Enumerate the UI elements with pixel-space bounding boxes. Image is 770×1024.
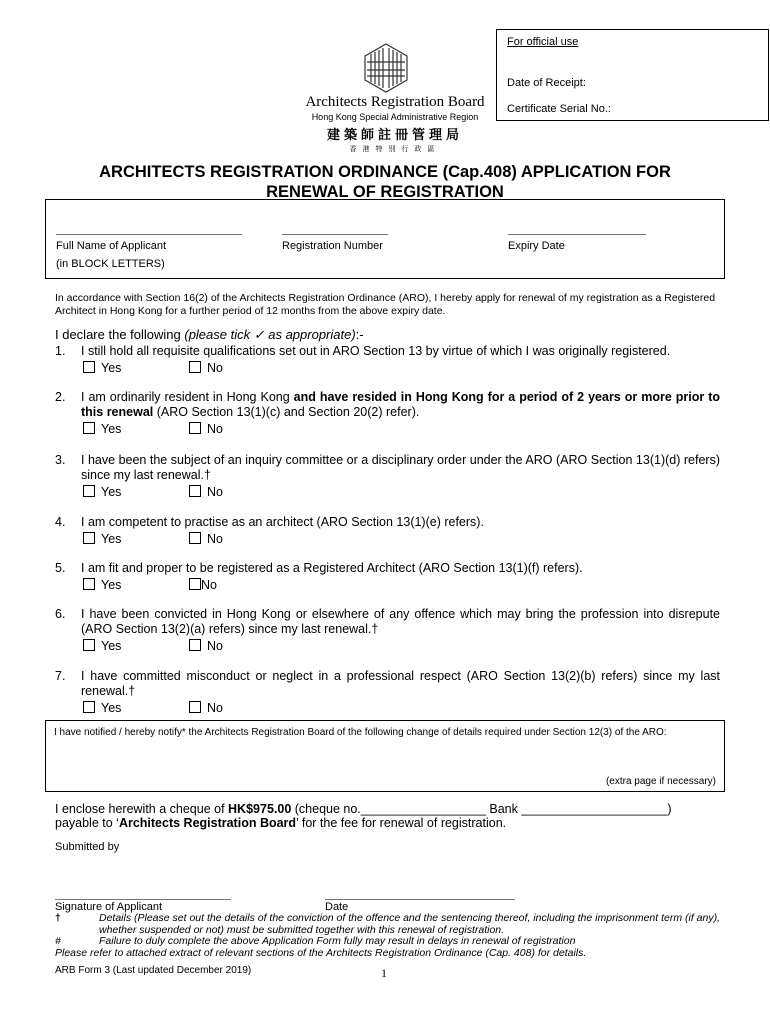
arb-emblem-icon [363, 42, 409, 94]
yes-label: Yes [101, 361, 122, 375]
footnote-dagger [55, 913, 735, 936]
applicant-details-box [45, 199, 725, 279]
declaration-item-7 [55, 669, 720, 717]
item-number: 5. [55, 561, 66, 575]
form-title [40, 162, 730, 202]
item-number: 6. [55, 607, 66, 621]
item-text: I have been the subject of an inquiry committee or a disciplinary order under the ARO (ARO Section 13(1)(d) refers) since my last renewal.† [81, 453, 720, 482]
expiry-date-field[interactable] [508, 234, 646, 235]
item-7-yes-checkbox[interactable] [83, 701, 95, 713]
footnote-hash [55, 936, 735, 948]
hash-mark: # [55, 935, 61, 947]
declaration-item-6 [55, 607, 720, 655]
item-1-no-checkbox[interactable] [189, 361, 201, 373]
footnotes [55, 913, 735, 959]
yes-label: Yes [101, 485, 122, 499]
item-6-no-checkbox[interactable] [189, 639, 201, 651]
item-2-text-bold: and have resided in Hong Kong for a period of 2 years or more prior to this renewal [81, 390, 720, 419]
yes-label: Yes [101, 701, 122, 715]
arb-logo [290, 42, 500, 157]
cheque-statement [55, 802, 725, 830]
full-name-label: Full Name of Applicant [56, 240, 167, 252]
item-2-yes-checkbox[interactable] [83, 422, 95, 434]
declaration-item-5 [55, 561, 720, 594]
declaration-tail: :- [355, 327, 364, 342]
enclose-text: I enclose herewith a cheque of [55, 802, 229, 816]
yes-label: Yes [101, 639, 122, 653]
change-of-details-text: I have notified / hereby notify* the Architects Registration Board of the following change of details required under Section 12(3) of the ARO: [54, 727, 667, 738]
payee-name: Architects Registration Board [118, 816, 297, 830]
cheque-bank-fields[interactable]: (cheque no.__________________ Bank _____________________) [291, 802, 672, 816]
yes-label: Yes [101, 578, 122, 592]
certificate-serial-label: Certificate Serial No.: [507, 103, 611, 115]
declaration-item-3 [55, 453, 720, 501]
declaration-instruction: (please tick ✓ as appropriate) [184, 327, 356, 342]
dagger-mark: † [55, 912, 61, 924]
item-text [81, 390, 720, 420]
item-3-yes-checkbox[interactable] [83, 485, 95, 497]
item-text: I am competent to practise as an architect (ARO Section 13(1)(e) refers). [81, 515, 484, 529]
item-2-no-checkbox[interactable] [189, 422, 201, 434]
item-5-yes-checkbox[interactable] [83, 578, 95, 590]
item-2-text-c: (ARO Section 13(1)(c) and Section 20(2) refer). [153, 405, 420, 419]
item-7-no-checkbox[interactable] [189, 701, 201, 713]
date-field[interactable] [325, 899, 515, 900]
registration-number-label: Registration Number [282, 240, 383, 252]
change-of-details-box[interactable] [45, 720, 725, 792]
date-of-receipt-label: Date of Receipt: [507, 77, 586, 89]
item-1-yes-checkbox[interactable] [83, 361, 95, 373]
block-letters-note: (in BLOCK LETTERS) [56, 258, 165, 270]
no-label: No [201, 578, 217, 592]
date-label: Date [325, 901, 349, 913]
board-region: Hong Kong Special Administrative Region [311, 112, 479, 122]
full-name-field[interactable] [56, 234, 242, 235]
item-number: 7. [55, 669, 66, 683]
item-3-no-checkbox[interactable] [189, 485, 201, 497]
item-number: 3. [55, 453, 66, 467]
board-region-chinese: 香港特別行政區 [349, 146, 441, 153]
item-text: I have been convicted in Hong Kong or elsewhere of any offence which may bring the profession into disrepute (ARO Section 13(2)(a) refers) since my last renewal.† [81, 607, 720, 636]
payable-text: payable to ‘ [55, 816, 119, 830]
no-label: No [207, 639, 223, 653]
footnote-dagger-text: Details (Please set out the details of the conviction of the offence and the sentencing thereof, including the imprisonment term (if any), whether suspended or not) must be submitted together with this renewal of registration. [99, 912, 721, 936]
extra-page-note: (extra page if necessary) [605, 776, 716, 787]
intro-paragraph: In accordance with Section 16(2) of the Architects Registration Ordinance (ARO), I hereby apply for renewal of my registration as a Registered Architect in Hong Kong for a further period of 12 months from the above expiry date. [55, 292, 716, 317]
item-number: 2. [55, 390, 66, 404]
declaration-lead [55, 327, 364, 343]
fee-amount: HK$975.00 [228, 802, 292, 816]
submitted-by-label: Submitted by [55, 841, 120, 853]
form-footer: ARB Form 3 (Last updated December 2019) [55, 965, 252, 976]
no-label: No [207, 485, 223, 499]
yes-label: Yes [101, 532, 122, 546]
yes-label: Yes [101, 422, 122, 436]
board-name: Architects Registration Board [305, 94, 485, 110]
declaration-item-4 [55, 515, 720, 548]
title-line-2: RENEWAL OF REGISTRATION [266, 183, 504, 201]
item-4-yes-checkbox[interactable] [83, 532, 95, 544]
item-6-yes-checkbox[interactable] [83, 639, 95, 651]
item-4-no-checkbox[interactable] [189, 532, 201, 544]
payable-tail: ’ for the fee for renewal of registration. [296, 816, 507, 830]
item-2-text-a: I am ordinarily resident in Hong Kong [81, 390, 294, 404]
declaration-item-1 [55, 344, 720, 377]
item-text: I am fit and proper to be registered as a Registered Architect (ARO Section 13(1)(f) refers). [81, 561, 583, 575]
official-use-box [496, 29, 769, 121]
registration-number-field[interactable] [282, 234, 388, 235]
refer-note: Please refer to attached extract of relevant sections of the Architects Registration Ordinance (Cap. 408) for details. [55, 946, 587, 959]
item-number: 1. [55, 344, 66, 358]
page-number: 1 [381, 966, 387, 980]
title-line-1: ARCHITECTS REGISTRATION ORDINANCE (Cap.408) APPLICATION FOR [99, 163, 671, 181]
item-text: I have committed misconduct or neglect in a professional respect (ARO Section 13(2)(b) refers) since my last renewal.† [81, 669, 720, 698]
official-use-heading: For official use [507, 36, 579, 48]
signature-label: Signature of Applicant [55, 901, 163, 913]
expiry-date-label: Expiry Date [508, 240, 565, 252]
item-text: I still hold all requisite qualifications set out in ARO Section 13 by virtue of which I was originally registered. [81, 344, 671, 358]
item-number: 4. [55, 515, 66, 529]
item-5-no-checkbox[interactable] [189, 578, 201, 590]
no-label: No [207, 361, 223, 375]
no-label: No [207, 532, 223, 546]
footnote-hash-text: Failure to duly complete the above Application Form fully may result in delays in renewal of registration [99, 935, 576, 947]
board-name-chinese: 建築師註冊管理局 [326, 128, 463, 143]
declaration-item-2 [55, 390, 720, 438]
no-label: No [207, 422, 223, 436]
declaration-text: I declare the following [55, 327, 185, 342]
no-label: No [207, 701, 223, 715]
signature-field[interactable] [55, 899, 231, 900]
